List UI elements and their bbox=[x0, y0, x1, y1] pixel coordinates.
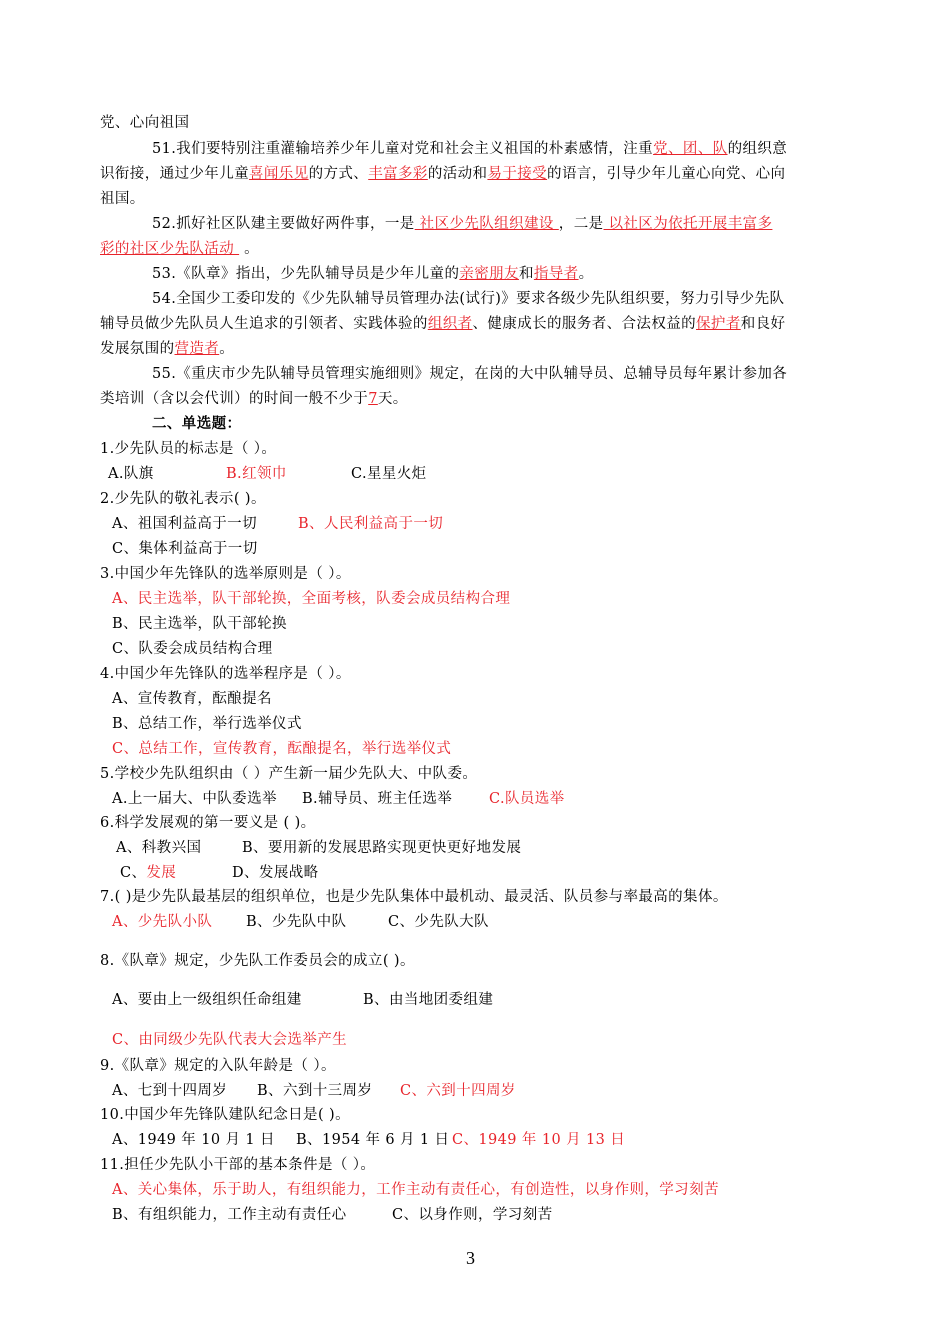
q8-option-c-answer: C、由同级少先队代表大会选举产生 bbox=[112, 1032, 347, 1048]
q4-option-b: B、总结工作，举行选举仪式 bbox=[112, 716, 302, 732]
q3-option-a-answer: A、民主选举，队干部轮换，全面考核，队委会成员结构合理 bbox=[112, 591, 511, 607]
q2-stem-text: 2.少先队的敬礼表示( )。 bbox=[100, 491, 266, 507]
q10-option-a: A、1949 年 10 月 1 日 bbox=[112, 1132, 275, 1148]
q5-option-c-answer: C.队员选举 bbox=[489, 791, 565, 807]
q52-line2 bbox=[100, 240, 259, 258]
q9-stem bbox=[100, 1057, 336, 1075]
q51-answer-1: 党、团、队 bbox=[653, 141, 728, 157]
q54-line1 bbox=[152, 290, 784, 308]
q52-answer-2-cont: 彩的社区少先队活动 bbox=[100, 241, 240, 257]
q8-stem-text: 8.《队章》规定，少先队工作委员会的成立( )。 bbox=[100, 953, 415, 969]
q3-stem-text: 3.中国少年先锋队的选举原则是（ ）。 bbox=[100, 566, 351, 582]
q53-line1 bbox=[152, 265, 593, 283]
q54-text: 。 bbox=[219, 341, 235, 357]
q51-text: 51.我们要特别注重灌输培养少年儿童对党和社会主义祖国的朴素感情，注重 bbox=[152, 141, 654, 157]
q9-stem-text: 9.《队章》规定的入队年龄是（ ）。 bbox=[100, 1058, 336, 1074]
q51-text: 祖国。 bbox=[100, 191, 145, 207]
q9-option-b: B、六到十三周岁 bbox=[257, 1083, 373, 1099]
q1-option-c: C.星星火炬 bbox=[351, 466, 427, 482]
q7-option-b: B、少先队中队 bbox=[246, 914, 347, 930]
q8-option-b: B、由当地团委组建 bbox=[363, 992, 494, 1008]
q54-text: 辅导员做少先队员人生追求的引领者、实践体验的 bbox=[100, 316, 428, 332]
q5-stem-text: 5.学校少先队组织由（ ）产生新一届少先队大、中队委。 bbox=[100, 766, 478, 782]
q6-stem-text: 6.科学发展观的第一要义是 ( )。 bbox=[100, 815, 316, 831]
q51-text: 识衔接，通过少年儿童 bbox=[100, 166, 249, 182]
q54-answer-2: 保护者 bbox=[696, 316, 741, 332]
q52-text: 。 bbox=[244, 241, 260, 257]
q52-line1 bbox=[152, 215, 772, 233]
q54-line2 bbox=[100, 315, 785, 333]
q2-option-c: C、集体利益高于一切 bbox=[112, 541, 258, 557]
q52-text: 52.抓好社区队建主要做好两件事，一是 bbox=[152, 216, 415, 232]
q6-option-a: A、科教兴国 bbox=[116, 840, 202, 856]
q53-text: 53.《队章》指出，少先队辅导员是少年儿童的 bbox=[152, 266, 460, 282]
q54-answer-1: 组织者 bbox=[427, 316, 473, 332]
q11-option-a-answer: A、关心集体，乐于助人，有组织能力，工作主动有责任心，有创造性，以身作则，学习刻苦 bbox=[112, 1182, 719, 1198]
q55-line1 bbox=[152, 365, 787, 383]
q51-text: 的语言，引导少年儿童心向党、心向 bbox=[547, 166, 786, 182]
q7-stem-text: 7.( )是少先队最基层的组织单位，也是少先队集体中最机动、最灵活、队员参与率最高的集体。 bbox=[100, 889, 728, 905]
q54-text: 发展氛围的 bbox=[100, 341, 175, 357]
q6-option-c bbox=[120, 864, 176, 882]
q3-option-c: C、队委会成员结构合理 bbox=[112, 641, 273, 657]
q51-text: 的方式、 bbox=[308, 166, 369, 182]
q6-option-c-prefix: C、 bbox=[120, 865, 147, 881]
q5-option-a: A.上一届大、中队委选举 bbox=[112, 791, 277, 807]
q2-stem bbox=[100, 490, 266, 508]
q51-line2 bbox=[100, 165, 785, 183]
q53-answer-2: 指导者 bbox=[533, 266, 579, 282]
q54-answer-3: 营造者 bbox=[174, 341, 220, 357]
q7-stem bbox=[100, 888, 728, 906]
q54-text: 、健康成长的服务者、合法权益的 bbox=[472, 316, 697, 332]
q55-line2 bbox=[100, 390, 408, 408]
q1-stem bbox=[100, 440, 276, 458]
q51-line3 bbox=[100, 190, 145, 208]
q1-option-a: A.队旗 bbox=[108, 466, 154, 482]
q11-option-b: B、有组织能力，工作主动有责任心 bbox=[112, 1207, 347, 1223]
page-number: 3 bbox=[466, 1248, 475, 1268]
q4-option-c-answer: C、总结工作，宣传教育，酝酿提名，举行选举仪式 bbox=[112, 741, 452, 757]
q8-stem bbox=[100, 952, 415, 970]
q4-stem-text: 4.中国少年先锋队的选举程序是（ ）。 bbox=[100, 666, 351, 682]
q53-text: 。 bbox=[578, 266, 594, 282]
q3-option-b: B、民主选举，队干部轮换 bbox=[112, 616, 287, 632]
q6-option-b: B、要用新的发展思路实现更快更好地发展 bbox=[242, 840, 522, 856]
section-heading-text: 二、单选题： bbox=[152, 415, 242, 432]
q51-line1 bbox=[152, 140, 787, 158]
section-heading bbox=[152, 415, 241, 433]
q52-answer-2: 以社区为依托开展丰富多 bbox=[603, 216, 773, 232]
q10-option-c-answer: C、1949 年 10 月 13 日 bbox=[452, 1132, 626, 1148]
q55-text: 天。 bbox=[377, 391, 408, 407]
q51-text: 的活动和 bbox=[427, 166, 488, 182]
q5-stem bbox=[100, 765, 477, 783]
q1-stem-text: 1.少先队员的标志是（ ）。 bbox=[100, 441, 277, 457]
q54-text: 54.全国少工委印发的《少先队辅导员管理办法(试行)》要求各级少先队组织要，努力引导少先队 bbox=[152, 291, 785, 307]
q11-stem bbox=[100, 1156, 375, 1174]
q10-stem bbox=[100, 1106, 350, 1124]
q52-text: ，二是 bbox=[558, 216, 604, 232]
q6-option-c-answer: 发展 bbox=[146, 865, 177, 881]
q51-answer-4: 易于接受 bbox=[487, 166, 548, 182]
q51-text: 的组织意 bbox=[727, 141, 788, 157]
q53-text: 和 bbox=[518, 266, 534, 282]
q1-option-b-answer: B.红领巾 bbox=[226, 466, 287, 482]
q2-option-a: A、祖国利益高于一切 bbox=[112, 516, 257, 532]
q3-stem bbox=[100, 565, 351, 583]
q52-answer-1: 社区少先队组织建设 bbox=[414, 216, 559, 232]
q54-line3 bbox=[100, 340, 234, 358]
q53-answer-1: 亲密朋友 bbox=[459, 266, 519, 282]
q4-option-a: A、宣传教育，酝酿提名 bbox=[112, 691, 272, 707]
q4-stem bbox=[100, 665, 351, 683]
continued-line bbox=[100, 114, 189, 132]
q7-option-a-answer: A、少先队小队 bbox=[112, 914, 213, 930]
q55-answer: 7 bbox=[368, 391, 378, 407]
text: 党、心向祖国 bbox=[100, 115, 190, 131]
q11-stem-text: 11.担任少先队小干部的基本条件是（ ）。 bbox=[100, 1157, 376, 1173]
q11-option-c: C、以身作则，学习刻苦 bbox=[392, 1207, 553, 1223]
q55-text: 类培训（含以会代训）的时间一般不少于 bbox=[100, 391, 369, 407]
q1-options bbox=[108, 465, 154, 483]
q5-option-b: B.辅导员、班主任选举 bbox=[302, 791, 453, 807]
q7-option-c: C、少先队大队 bbox=[388, 914, 489, 930]
q10-option-b: B、1954 年 6 月 1 日 bbox=[296, 1132, 450, 1148]
q2-option-b-answer: B、人民利益高于一切 bbox=[298, 516, 444, 532]
q51-answer-3: 丰富多彩 bbox=[368, 166, 428, 182]
q10-stem-text: 10.中国少年先锋队建队纪念日是( )。 bbox=[100, 1107, 350, 1123]
q8-option-a: A、要由上一级组织任命组建 bbox=[112, 992, 302, 1008]
q9-option-a: A、七到十四周岁 bbox=[112, 1083, 228, 1099]
q55-text: 55.《重庆市少先队辅导员管理实施细则》规定，在岗的大中队辅导员、总辅导员每年累计参加各 bbox=[152, 366, 788, 382]
q6-stem bbox=[100, 814, 316, 832]
q51-answer-2: 喜闻乐见 bbox=[249, 166, 309, 182]
q6-option-d: D、发展战略 bbox=[232, 865, 319, 881]
q54-text: 和良好 bbox=[740, 316, 786, 332]
q9-option-c-answer: C、六到十四周岁 bbox=[400, 1083, 516, 1099]
